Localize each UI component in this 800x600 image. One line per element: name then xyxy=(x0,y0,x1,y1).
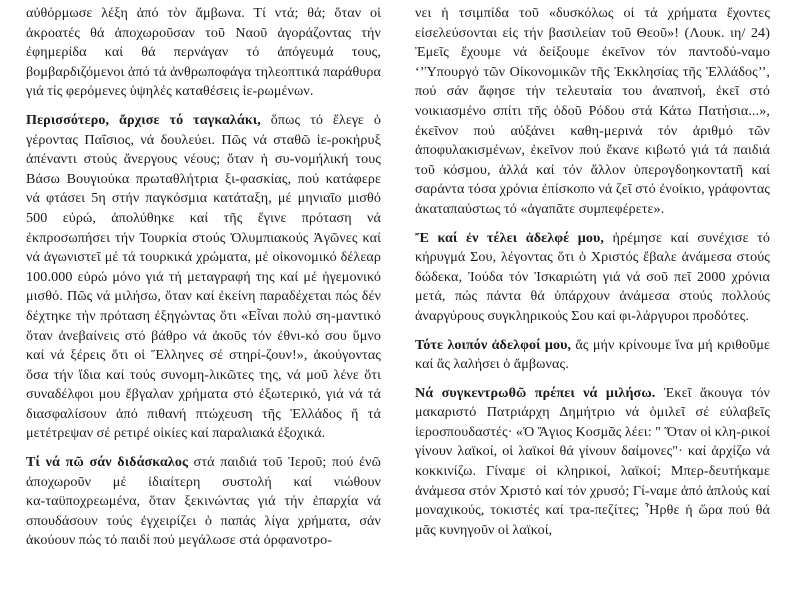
text-column-right xyxy=(415,4,770,600)
paragraph xyxy=(415,229,770,327)
paragraph-text: νει ἡ τσιμπίδα τοῦ «δυσκόλως οἱ τά χρήματα ἔχοντες εἰσελεύσονται εἰς τήν βασιλείαν τοῦ Θεοῦ»! (Λουκ. ιη/ 24) Ἐμεῖς ἔχουμε νά δείξουμε ἐκεῖνον τόν παντοδύ‑ναμο ‘’Ὑπουργό τῶν Οἰκονομικῶν τῆς Ἐκκλησίας τῆς Ἑλλάδος’’, πού σάν ἄφησε τήν τελευταία του ἀναπνοή, ἐκεῖ στό νοικιασμένο σπίτι τῆς ὁδοῦ Ρόδου στά Κάτω Πατήσια...», ἐκεῖνον πού αὐξάνει καθη‑μερινά τόν ἀριθμό τῶν ἀποφυλακισμένων, ἐκεῖνον πού ἔκανε κιβωτό γιά τά παιδιά τοῦ κόσμου, ἀλλά καί τόν ἄλλον ὑπερογδοηκοντατῆ καί σαράντα τόσα χρόνια ἐπίσκοπο νά ζεῖ στό ἐνοίκιο, γράφοντας ἀκαταπαύστως τό «ἀγαπᾶτε συμπεφέρετε». xyxy=(415,5,770,217)
paragraph-lead: Τί νά πῶ σάν διδάσκαλος xyxy=(26,454,189,471)
text-column-left xyxy=(26,4,381,600)
paragraph-text: αὐθόρμωσε λέξη ἀπό τὸν ἄμβωνα. Τί ντά; θά; ὅταν οἱ ἀκροατές θά ἀποχωροῦσαν τοῦ Ναοῦ ἀγοράζοντας τήν ἐφημερίδα καί θά περνάγαν τό ἀπόγευμά τους, βομβαρδιζόμενοι ἀπό τά ἀνθρωποφάγα τηλεοπτικά παράθυρα γιά τίς φερόμενες ὑψηλές καταθέσεις ἱε‑ρωμένων. xyxy=(26,5,381,100)
paragraph-text: Ἐκεῖ ἄκουγα τόν μακαριστό Πατριάρχη Δημήτριο νά ὁμιλεῖ σέ εὐλαβεῖς ἱεροσπουδαστές· «Ὁ Ἅγιος Κοσμᾶς λέει: " Ὅταν οἱ κλη‑ρικοί γίνουν λαϊκοί, οἱ λαϊκοί θά γίνουν δαίμονες"· καί ἀρχίζω νά κοκκινίζω. Γίναμε οἱ κληρικοί, λαϊκοί; Μπερ‑δευτήκαμε ἀνάμεσα στόν Χριστό καί τόν χρυσό; Γί‑ναμε ἀπό ἁπλούς καί μοναχικούς, τοκιστές καί τρα‑πεζίτες; Ἦρθε ἡ ὥρα πού θά μᾶς κυνηγοῦν οἱ λαϊκοί, xyxy=(415,384,770,538)
paragraph xyxy=(26,453,381,551)
paragraph xyxy=(26,111,381,444)
paragraph-lead: Περισσότερο, ἄρχισε τό ταγκαλάκι, xyxy=(26,111,261,128)
paragraph xyxy=(415,4,770,220)
paragraph-lead: Ἔ καί ἐν τέλει ἀδελφέ μου, xyxy=(415,229,605,246)
paragraph-text: ἄς μήν κρίνουμε ἵνα μή κριθοῦμε καί ἄς λαλήσει ὁ ἄμβωνας. xyxy=(415,336,770,373)
paragraph xyxy=(415,384,770,541)
paragraph-lead: Νά συγκεντρωθῶ πρέπει νά μιλήσω. xyxy=(415,384,656,401)
paragraph-text: ἠρέμησε καί συνέχισε τό κήρυγμά Σου, λέγοντας ὅτι ὁ Χριστός ἔβαλε ἀνάμεσα στούς δώδεκα, Ἰούδα τόν Ἰσκαριώτη γιά νά σοῦ πεῖ 2000 χρόνια μετά, πώς πάντα θά ὑπάρχουν ἀνάμεσα στούς πολλούς ἀναργύρους συγκληρικούς Σου καί φι‑λάργυροι προδότες. xyxy=(415,229,770,324)
paragraph-text: ὅπως τό ἔλεγε ὁ γέροντας Παΐσιος, νά δουλεύει. Πῶς νά σταθῶ ἱε‑ροκήρυξ ἀπέναντι στούς ἄνεργους νέους; ὅταν ἡ συ‑νομήλική τους Βάσω Βουγιούκα πρωταθλήτρια ξι‑φασκίας, πού κατάφερε νά φτάσει 5η στήν παγκόσμια κατάταξη, μέ μηνιαῖο μισθό 500 εὐρώ, ἀπολύθηκε καί τῆς ἔγινε πρόταση νά ἐκπροσωπήσει τήν Τουρκία στούς Ὀλυμπιακούς Ἀγῶνες καί νά ἀγωνιστεῖ μέ τά τουρκικά χρώματα, μέ οἰκονομικό δέλεαρ 100.000 εὐρώ μόνο γιά τή μεταγραφή της καί μέ ἡγεμονικό μισθό. Πῶς νά μιλήσω, ὅταν καί ἐκείνη παραδέχεται πώς δέν δέχτηκε τήν πρόταση ἐξηγώντας ὅτι «Εἶναι πολύ ση‑μαντικό ὅταν ἀνεβαίνεις στό βάθρο νά ἀκοῦς τόν ἐθνι‑κό σου ὕμνο καί νά ξέρεις ὅτι οἱ Ἕλληνες σέ στηρί‑ζουν!», ἀκούγοντας ὅσα τήν ἴδια καί τούς συνομη‑λικῶτες της, νά μοῦ λένε ὅτι συναδέλφοι μου ἔβγαλαν χρήματα στό ἐξωτερικό, γιά νά τά διασφαλίσουν ἀπό πιθανή πτώχευση τῆς Ἑλλάδος ἤ τά μετέτρεψαν σέ ρετιρέ οἰκίες καί παραλιακά ἐξοχικά. xyxy=(26,111,381,442)
paragraph-lead: Τότε λοιπόν ἀδελφοί μου, xyxy=(415,336,572,353)
paragraph xyxy=(415,336,770,375)
paragraph xyxy=(26,4,381,102)
paragraph-text: στά παιδιά τοῦ Ἱεροῦ; πού ἐνῶ ἀποχωροῦν μέ ἰδιαίτερη συστολή καί νιώθουν κα‑ταϋποχρεωμένα, ὅταν ξεκινώντας γιά τήν ἐπαρχία νά σπουδάσουν τούς ἐγχειρίζει ὁ παπάς λίγα χρήματα, σάν ἀκούουν πώς τό παιδί πού μεγάλωσε στά ὀρφανοτρο‑ xyxy=(26,454,381,549)
